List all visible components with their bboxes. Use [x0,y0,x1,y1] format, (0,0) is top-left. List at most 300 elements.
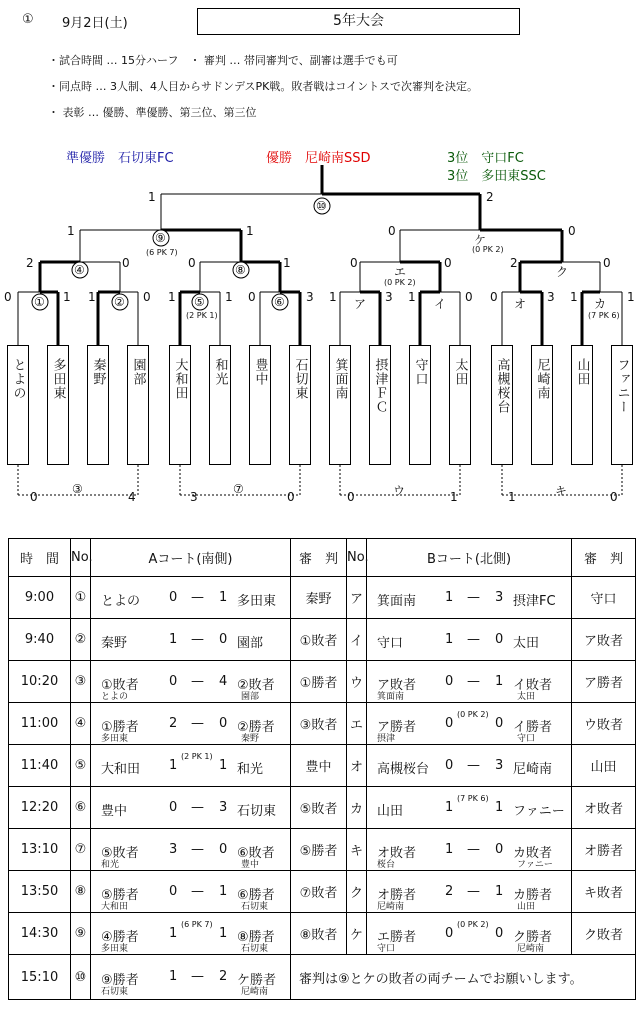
score: 0 [388,224,396,238]
score-right: 4 [219,673,228,689]
team-right-sub: 山田 [517,901,536,912]
score-right: 3 [495,589,504,605]
team-right-sub: 石切東 [241,943,269,954]
team-box-2 [47,345,69,465]
match-label: ① [34,295,45,309]
match-no: ① [71,577,91,619]
referee-cell: オ敗者 [572,787,636,829]
dash: — [191,969,204,984]
dash: — [467,673,480,689]
score: 2 [486,190,494,204]
dash: — [191,883,204,899]
team-name: 尼崎南 [534,358,550,400]
score: 1 [627,290,635,304]
match-label: ⑤ [194,295,205,309]
team-left: オ敗者 [377,845,417,861]
team-right: カ勝者 [513,887,553,903]
referee-cell: ③敗者 [291,703,347,745]
referee-cell: ⑤勝者 [291,829,347,871]
match-no: ③ [71,661,91,703]
header-no: No. [71,539,91,577]
score-right: 2 [219,969,228,984]
rule-award: ・ 表彰 … 優勝、準優勝、第三位、第三位 [48,106,257,119]
score: 0 [188,256,196,270]
score-left: 3 [169,841,178,857]
team-name: 多田東 [50,358,66,400]
pk-note: (0 PK 2) [384,278,416,287]
match-no: エ [347,703,367,745]
team-left: 大和田 [101,761,141,777]
score: 0 [143,290,151,304]
schedule-table [8,538,636,1000]
score-left: 0 [445,673,454,689]
team-name: 園部 [130,358,146,386]
score: 1 [63,290,71,304]
table-row [9,577,636,619]
team-left: オ勝者 [377,887,417,903]
team-name: 摂津ＦＣ [372,358,388,414]
team-right: イ敗者 [513,677,553,693]
team-name: とよの [10,358,26,400]
team-left-sub: 和光 [101,859,120,870]
team-box-6 [209,345,231,465]
team-left: 守口 [377,635,404,651]
score-right: 1 [219,757,228,773]
table-row [9,829,636,871]
match-no: ク [347,871,367,913]
match-no: ⑥ [71,787,91,829]
dash: — [467,757,480,773]
team-left: 箕面南 [377,593,417,609]
match-cell [91,620,290,660]
score-right: 0 [495,925,504,941]
team-name: 箕面南 [332,358,348,400]
header-time: 時 間 [9,539,71,577]
header-referee-a: 審 判 [291,539,347,577]
match-cell [367,704,571,744]
match-label: ク [556,265,569,279]
pk-note: (7 PK 6) [457,793,489,803]
team-left: ①勝者 [101,719,139,735]
dash: — [191,841,204,857]
time-cell: 10:20 [9,661,71,703]
team-box-9 [329,345,351,465]
score-right: 0 [495,715,504,731]
table-row [9,619,636,661]
match-label: ⑥ [274,295,285,309]
team-right-sub: ファニー [517,859,553,870]
score-left: 0 [445,757,454,773]
referee-cell: 秦野 [291,577,347,619]
match-cell [367,788,571,828]
team-left-sub: とよの [101,691,129,702]
team-name: 守口 [412,358,428,386]
team-box-14 [531,345,553,465]
team-name: 和光 [212,358,228,386]
score-right: 3 [495,757,504,773]
consolation-label: ⑦ [233,482,244,496]
score-right: 0 [219,841,228,857]
pk-note: (2 PK 1) [181,751,213,761]
match-label: ⑨ [155,231,166,245]
team-right-sub: 秦野 [241,733,260,744]
score: 1 [225,290,233,304]
team-box-1 [7,345,29,465]
referee-cell: 山田 [572,745,636,787]
match-label: エ [394,265,407,279]
time-cell: 13:50 [9,871,71,913]
team-box-11 [409,345,431,465]
header-court-a: Aコート(南側) [91,539,291,577]
score-right: 1 [219,925,228,941]
dash: — [191,631,204,647]
match-no: ⑦ [71,829,91,871]
team-name: 太田 [452,358,468,386]
page-title: 5年大会 [197,8,520,35]
team-left: 豊中 [101,803,128,819]
time-cell: 11:00 [9,703,71,745]
referee-cell: オ勝者 [572,829,636,871]
score: 0 [568,224,576,238]
match-label: オ [514,297,527,311]
consolation-score: 4 [128,490,136,504]
tournament-date: 9月2日(土) [62,16,128,31]
team-right: ②勝者 [237,719,275,735]
team-left-sub: 守口 [377,943,396,954]
consolation-label: キ [555,484,568,498]
match-label: ア [354,297,367,311]
score-right: 1 [219,883,228,899]
consolation-label: ウ [393,484,406,498]
team-left-sub: 尼崎南 [377,901,405,912]
winner-label: 優勝 尼崎南SSD [266,151,371,166]
team-right: ②敗者 [237,677,275,693]
team-left: 高槻桜台 [377,761,430,777]
consolation-score: 3 [190,490,198,504]
pk-note: (7 PK 6) [588,311,620,320]
team-left: 山田 [377,803,404,819]
match-no: ⑤ [71,745,91,787]
team-left: ①敗者 [101,677,139,693]
pk-note: (0 PK 2) [457,919,489,929]
team-box-15 [571,345,593,465]
score-left: 1 [169,925,178,941]
team-right: ⑥敗者 [237,845,275,861]
score-right: 0 [495,631,504,647]
score: 0 [465,290,473,304]
match-label: ④ [74,263,85,277]
match-cell [367,914,571,954]
consolation-score: 0 [287,490,295,504]
score: 1 [283,256,291,270]
team-right-sub: 太田 [517,691,536,702]
pk-note: (6 PK 7) [181,919,213,929]
team-left-sub: 多田東 [101,733,129,744]
team-right: 摂津FC [513,593,556,609]
score-right: 0 [495,841,504,857]
team-right: ⑧勝者 [237,929,275,945]
match-cell [367,578,571,618]
team-right: ケ勝者 [237,973,277,988]
team-left-sub: 大和田 [101,901,129,912]
time-cell: 15:10 [9,955,71,1000]
referee-cell: ①敗者 [291,619,347,661]
team-left-sub: 多田東 [101,943,129,954]
referee-cell: キ敗者 [572,871,636,913]
referee-cell: 豊中 [291,745,347,787]
team-box-7 [249,345,271,465]
dash: — [467,883,480,899]
team-left: とよの [101,593,141,609]
score-left: 2 [445,883,454,899]
team-left-sub: 摂津 [377,733,396,744]
match-no: オ [347,745,367,787]
team-left: ア敗者 [377,677,417,693]
team-left: 秦野 [101,635,128,651]
referee-cell: ⑦敗者 [291,871,347,913]
dash: — [467,589,480,605]
score-left: 0 [169,673,178,689]
dash: — [467,841,480,857]
match-cell [91,914,290,954]
match-cell [91,662,290,702]
referee-cell: ア勝者 [572,661,636,703]
score-right: 1 [495,673,504,689]
consolation-score: 0 [347,490,355,504]
team-right: 園部 [237,635,264,651]
team-right-sub: 石切東 [241,901,269,912]
team-right-sub: 園部 [241,691,260,702]
team-box-3 [87,345,109,465]
score: 0 [490,290,498,304]
dash: — [191,715,204,731]
team-left: ⑤勝者 [101,887,139,903]
score: 3 [385,290,393,304]
match-label: カ [594,297,607,311]
score: 0 [4,290,12,304]
team-right: 和光 [237,761,264,777]
score-left: 0 [445,715,454,731]
table-row-final [9,955,636,1000]
time-cell: 14:30 [9,913,71,955]
consolation-label: ③ [72,482,83,496]
match-no: ② [71,619,91,661]
match-no: キ [347,829,367,871]
referee-cell: ウ敗者 [572,703,636,745]
rule-time: ・試合時間 … 15分ハーフ ・ 審判 … 帯同審判で、副審は選手でも可 [48,54,398,67]
team-left: ⑨勝者 [101,973,139,988]
score-right: 0 [219,631,228,647]
score-right: 3 [219,799,228,815]
dash: — [191,673,204,689]
referee-cell: 守口 [572,577,636,619]
team-right-sub: 尼崎南 [241,987,269,997]
team-box-5 [169,345,191,465]
match-label: ケ [474,233,487,247]
team-name: 大和田 [172,358,188,400]
team-name: 高槻桜台 [494,358,510,414]
pk-note: (2 PK 1) [186,311,218,320]
score: 2 [510,256,518,270]
score-left: 0 [169,799,178,815]
match-no: ウ [347,661,367,703]
table-row [9,661,636,703]
consolation-score: 1 [450,490,458,504]
score: 1 [168,290,176,304]
table-row [9,871,636,913]
match-cell [91,830,290,870]
score: 1 [67,224,75,238]
referee-cell: ク敗者 [572,913,636,955]
pk-note: (6 PK 7) [146,248,178,257]
consolation-score: 0 [610,490,618,504]
header-referee-b: 審 判 [572,539,636,577]
score-right: 0 [219,715,228,731]
team-name: 石切東 [292,358,308,400]
table-row [9,703,636,745]
score-left: 1 [445,841,454,857]
table-row [9,913,636,955]
team-box-13 [491,345,513,465]
score: 3 [306,290,314,304]
team-right: ファニー [513,803,565,819]
match-no: ⑩ [71,955,91,1000]
match-no: ア [347,577,367,619]
third-place-2-label: 3位 多田東SSC [447,169,546,184]
team-right: 尼崎南 [513,761,553,777]
score-left: 0 [169,883,178,899]
team-left: エ勝者 [377,929,417,945]
header-no: No. [347,539,367,577]
match-no: ④ [71,703,91,745]
score: 1 [246,224,254,238]
match-no: カ [347,787,367,829]
match-cell [91,704,290,744]
team-left-sub: 箕面南 [377,691,405,702]
score-left: 1 [445,589,454,605]
dash: — [191,799,204,815]
score: 2 [26,256,34,270]
pk-note: (0 PK 2) [457,709,489,719]
score-right: 1 [219,589,228,605]
team-right: カ敗者 [513,845,553,861]
time-cell: 9:40 [9,619,71,661]
consolation-score: 1 [508,490,516,504]
team-box-12 [449,345,471,465]
dash: — [467,631,480,647]
team-right-sub: 守口 [517,733,536,744]
team-box-8 [289,345,311,465]
team-right: イ勝者 [513,719,553,735]
match-label: ⑩ [316,199,327,213]
time-cell: 12:20 [9,787,71,829]
match-cell [91,746,290,786]
time-cell: 13:10 [9,829,71,871]
time-cell: 9:00 [9,577,71,619]
rule-tie: ・同点時 … 3人制、4人目からサドンデスPK戦。敗者戦はコイントスで次審判を決定。 [48,80,478,93]
runner-up-label: 準優勝 石切東FC [66,151,174,166]
match-label: イ [434,297,447,311]
score-left: 2 [169,715,178,731]
match-cell [91,957,290,997]
team-right: ⑥勝者 [237,887,275,903]
tournament-number: ① [22,12,34,27]
score: 0 [350,256,358,270]
consolation-score: 0 [30,490,38,504]
third-place-1-label: 3位 守口FC [447,151,524,166]
match-no: イ [347,619,367,661]
score: 0 [444,256,452,270]
score: 1 [329,290,337,304]
score: 1 [570,290,578,304]
match-cell [91,788,290,828]
match-cell [91,578,290,618]
score-left: 1 [169,631,178,647]
score-left: 1 [445,631,454,647]
referee-cell: ア敗者 [572,619,636,661]
team-name: ファニー [614,358,630,414]
team-right-sub: 尼崎南 [517,943,545,954]
team-left: ⑤敗者 [101,845,139,861]
table-row [9,787,636,829]
score: 1 [148,190,156,204]
score-left: 0 [169,589,178,605]
team-name: 秦野 [90,358,106,386]
match-cell [367,662,571,702]
team-box-10 [369,345,391,465]
score: 1 [408,290,416,304]
score: 0 [248,290,256,304]
score-left: 1 [169,969,178,984]
table-row [9,745,636,787]
match-no: ⑨ [71,913,91,955]
match-no: ⑧ [71,871,91,913]
match-label: ② [114,295,125,309]
final-note: 審判は⑨とケの敗者の両チームでお願いします。 [291,955,636,1000]
match-no: ケ [347,913,367,955]
score-right: 1 [495,883,504,899]
pk-note: (0 PK 2) [472,245,504,254]
match-cell [367,620,571,660]
score: 0 [603,256,611,270]
time-cell: 11:40 [9,745,71,787]
score-left: 0 [445,925,454,941]
match-label: ⑧ [235,263,246,277]
team-left-sub: 石切東 [101,987,129,997]
match-cell [367,872,571,912]
score: 0 [122,256,130,270]
team-name: 豊中 [252,358,268,386]
team-right-sub: 豊中 [241,859,260,870]
referee-cell: ①勝者 [291,661,347,703]
referee-cell: ⑧敗者 [291,913,347,955]
match-cell [367,830,571,870]
score-left: 1 [169,757,178,773]
match-cell [91,872,290,912]
team-box-16 [611,345,633,465]
team-left-sub: 桜台 [377,859,396,870]
score: 3 [547,290,555,304]
team-left: ア勝者 [377,719,417,735]
score: 1 [88,290,96,304]
team-box-4 [127,345,149,465]
team-right: 太田 [513,635,540,651]
referee-cell: ⑤敗者 [291,787,347,829]
table-header-row [9,539,636,577]
team-right: 石切東 [237,803,277,819]
score-right: 1 [495,799,504,815]
dash: — [191,589,204,605]
